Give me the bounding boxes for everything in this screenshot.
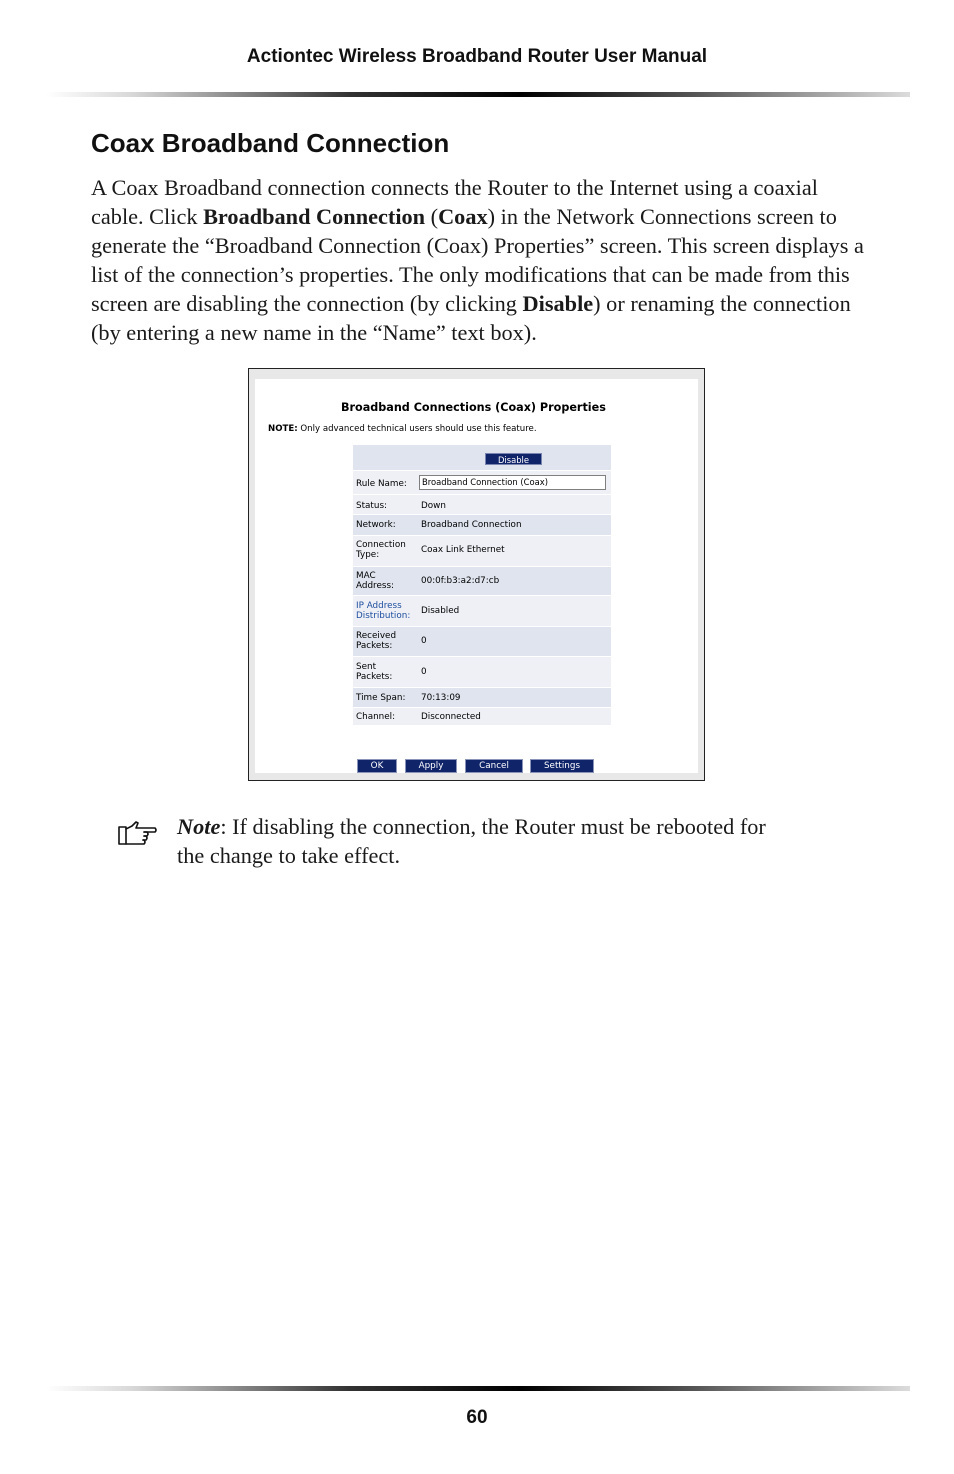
page-number: 60 [466,1407,488,1428]
para-text-4: ) or renaming the connection (by entering a new name in the “Name” text box). [91,291,851,345]
channel-label: Channel: [356,712,396,722]
disable-button[interactable]: Disable [485,453,542,465]
mac-address-row [353,567,611,596]
network-row [353,515,611,536]
received-packets-value: 0 [421,636,427,646]
channel-row [353,708,611,726]
rule-name-label: Rule Name: [356,479,407,489]
para-bold-broadband-connection: Broadband Connection [203,204,426,229]
ok-button[interactable]: OK [357,759,397,773]
apply-button[interactable]: Apply [405,759,457,773]
status-row [353,495,611,515]
section-title: Coax Broadband Connection [91,128,450,158]
time-span-label: Time Span: [356,693,406,703]
settings-button[interactable]: Settings [530,759,594,773]
time-span-row [353,688,611,708]
rule-name-input[interactable]: Broadband Connection (Coax) [419,475,606,490]
connection-type-label: Connection Type: [356,540,406,560]
note-label: Note [177,814,221,839]
mac-address-label: MAC Address: [356,571,394,591]
rule-name-row [353,471,611,495]
pointing-hand-icon [117,818,159,848]
note-paragraph [177,812,777,870]
sent-packets-label: Sent Packets: [356,662,393,682]
screenshot-frame [248,368,705,781]
ip-distribution-value: Disabled [421,606,460,616]
para-text-3: ) in the Network Connections screen to generate the “Broadband Connection (Coax) Properties” screen. This screen displays a list of the connection’s properties. The only modifications that can be made from this screen are disabling the connection (by clicking [91,204,864,316]
sent-packets-value: 0 [421,667,427,677]
received-packets-row [353,627,611,657]
received-packets-label: Received Packets: [356,631,397,651]
para-bold-disable: Disable [522,291,594,316]
properties-table [353,445,611,726]
channel-value: Disconnected [421,712,481,722]
disable-row [353,445,611,471]
para-bold-coax: Coax [438,204,488,229]
header-divider [46,92,910,97]
ip-distribution-link[interactable]: IP Address Distribution: [356,601,411,621]
network-label: Network: [356,520,396,530]
mac-address-value: 00:0f:b3:a2:d7:cb [421,576,500,586]
time-span-value: 70:13:09 [421,693,461,703]
connection-type-row [353,536,611,567]
cancel-button[interactable]: Cancel [465,759,523,773]
para-text-1: A Coax Broadband connection connects the Router to the Internet using a coaxial cable. Click [91,175,818,229]
ip-distribution-row [353,596,611,627]
sent-packets-row [353,657,611,688]
screen-note [268,424,537,434]
screen-note-label: NOTE: [268,424,298,434]
intro-paragraph [91,173,871,347]
para-text-2: ( [425,204,439,229]
screen-title: Broadband Connections (Coax) Properties [341,401,606,414]
connection-type-value: Coax Link Ethernet [421,545,505,555]
screen-note-text: Only advanced technical users should use this feature. [297,424,537,434]
status-value: Down [421,501,446,511]
status-label: Status: [356,501,387,511]
properties-screen [255,379,698,773]
manual-header-title: Actiontec Wireless Broadband Router User Manual [246,46,708,67]
footer-divider [46,1386,910,1391]
network-value: Broadband Connection [421,520,522,530]
note-body: : If disabling the connection, the Router must be rebooted for the change to take effect. [177,814,766,868]
